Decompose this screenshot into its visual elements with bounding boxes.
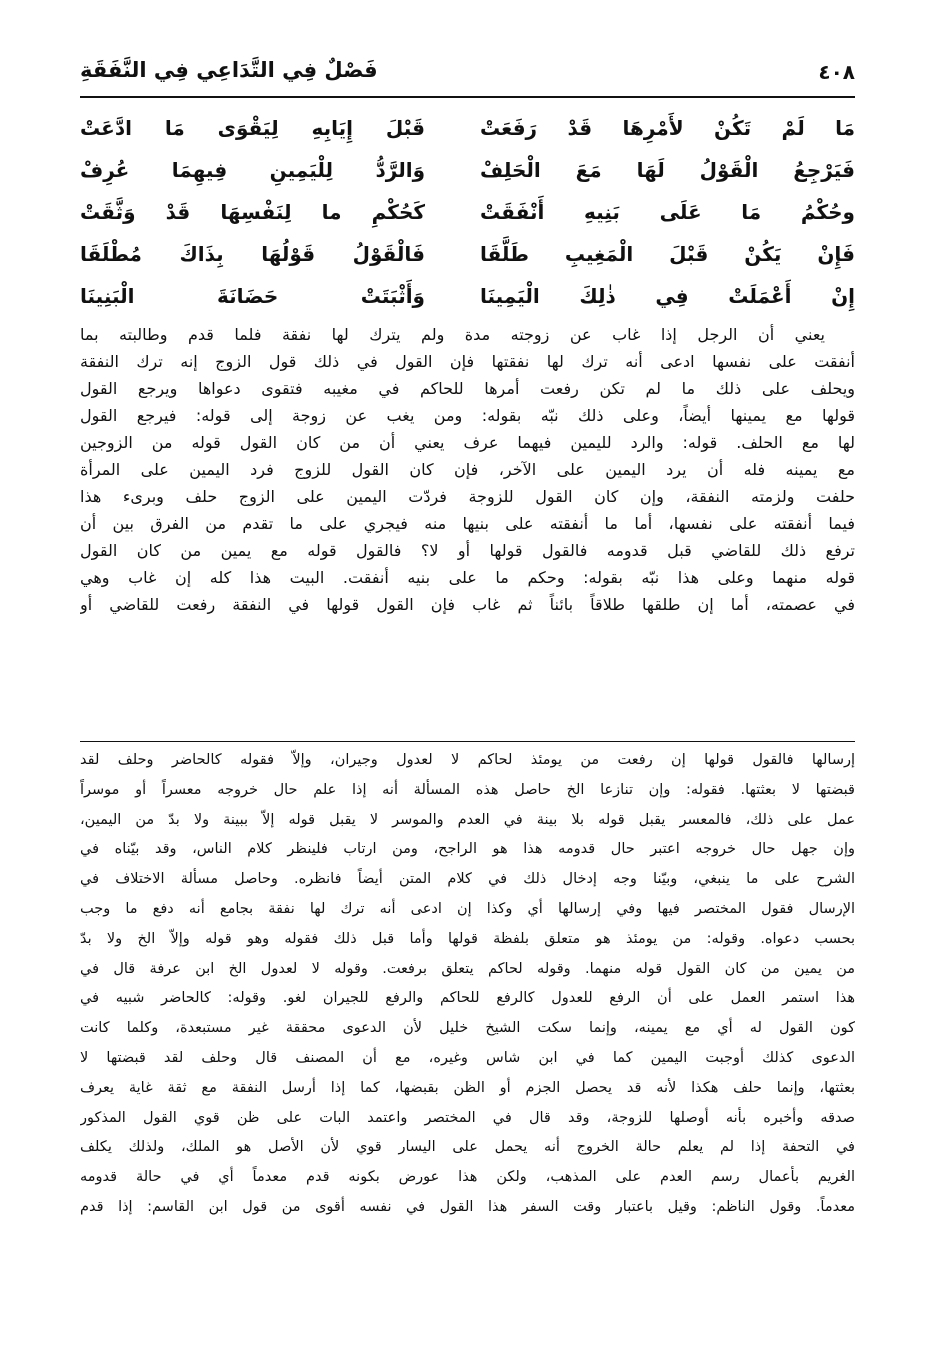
verse [80,234,855,276]
footnote-line: كون القول له أي مع يمينه، وإنما سكت الشيخ خليل لأن الدعوى محققة غير مستبعدة، وكلما كانت [80,1020,855,1037]
footnote-line: وإن جهل حال خروجه اعتبر حال قدومه هذا هو الراجح، ومن ارتاب فلينظر كلام الناس، وقد بيّناه في [80,841,855,858]
footnotes [80,746,855,1223]
text-line: ترفع ذلك للقاضي قبل قدومه فالقول قولها أو لا؟ فالقول قوله مع يمين من كان القول [80,541,855,560]
page-number: ٤٠٨ [818,60,855,84]
hemistich-right: مَا لَمْ تَكُنْ لأَمْرِهَا قَدْ رَفَعَتْ [480,116,855,140]
running-header [80,58,855,92]
text-line: فيما أنفقته على نفسها، أما ما أنفقته على بنيها منه فيجري على ما تقدم من الفرق بين أن [80,514,855,533]
hemistich-right: فَيَرْجِعُ الْقَوْلُ لَهَا مَعَ الْحَلِفْ [480,158,855,182]
footnote-line: إرسالها فالقول قولها إن رفعت من يومئذ لحاكم لا لعدول وجيران، وإلاّ فقوله كالحاضر وحلف لقد [80,752,855,768]
poem-verses [80,108,855,318]
footnote-line: بعثتها، وإنما حلف هكذا لأنه قد يحصل الجزم أو الظن بقبضها، كما إذا أرسل النفقة مع ثقة غاية يعرف [80,1079,855,1096]
footnote-separator [80,741,855,742]
text-line: مع يمينه فله أن يرد اليمين على الآخر، فإن كان القول للزوج فرد اليمين على المرأة [80,460,855,479]
verse [80,150,855,192]
text-line: حلفت ولزمته النفقة، وإن كان القول للزوجة فردّت اليمين على الزوج حلف وبرىء هذا [80,487,855,506]
verse [80,276,855,318]
footnote-line: الإرسال فقول المختصر فيها وفي إرسالها أي وكذا إن ادعى أنه ترك لها نفقة بجامع أنه دفع ما وجب [80,900,855,917]
text-line: لها مع الحلف. قوله: والرد لليمين فيهما عرف يعني أن من كان القول قوله من الزوجين [80,433,855,452]
text-line: أنفقت على نفسها ادعى أنه ترك لها نفقتها فإن القول في ذلك قول الزوج إنه ترك النفقة [80,352,855,371]
footnote-line: من يمين من كان القول قوله منهما. وقوله لحاكم يتعلق برفعت. وقوله لا لعدول الخ ابن عرفة قال في [80,960,855,977]
hemistich-left: وَأَثْبَتَتْ حَضَانَةَ الْبَنِينَا [80,284,425,308]
hemistich-right: وحُكْمُ مَا عَلَى بَنِيهِ أَنْفَقَتْ [480,200,855,224]
footnote-line: الغريم بأعمال رسم العدم على المذهب، ولكن هذا عورض بكونه قدم معدماً أي في حالة قدومه [80,1169,855,1186]
text-line: في عصمته، أما إن طلقها طلاقاً بائناً ثم غاب فإن القول قولها في النفقة رفعت للقاضي أو [80,595,855,614]
verse [80,108,855,150]
text-line: ويحلف على ذلك ما لم تكن رفعت أمرها للحاكم في مغيبه فتقوى دعواها ويرجع القول [80,379,855,398]
footnote-line: هذا استمر العمل على أن الرفع للعدول كالرفع للحاكم والرفع للجيران لغو. وقوله: كالحاضر شبيه في [80,990,855,1007]
section-title: فَصْلٌ فِي التَّدَاعِي فِي النَّفَقَةِ [80,58,378,82]
footnote-line: عمل على ذلك، فالمعسر يقبل قوله بلا بينة في العدم والموسر لا يقبل قوله إلاّ ببينة ولا بدّ من اليمين، [80,811,855,828]
hemistich-left: كَحُكْمِ ما لِنَفْسِهَا قَدْ وَثَّقَتْ [80,200,425,224]
verse [80,192,855,234]
footnote-line: صدقه وأخبره بأنه أوصلها للزوجة، وقد قال في المختصر واعتمد البات على ظن قوي القول المذكور [80,1109,855,1126]
footnote-line: معدماً. وقول الناظم: وقيل باعتبار وقت السفر هذا القول في نفسه أقوى من قول ابن القاسم: إذا قدم [80,1198,855,1215]
text-line: قوله منهما وعلى هذا نبّه بقوله: وحكم ما على بنيه أنفقت. البيت هذا كله إن غاب وهي [80,568,855,587]
hemistich-left: فَالْقَوْلُ قَوْلُهَا بِذَاكَ مُطْلَقَا [80,242,425,266]
footnote-line: في التحفة إذا لم يعلم حالة الخروج أنه يحمل على اليسار قوي لأن الأصل هو الملك، ولذلك يكلف [80,1139,855,1156]
text-line: قولها مع يمينها أيضاً، وعلى ذلك نبّه بقوله: ومن يغب عن زوجة إلى قوله: فيرجع القول [80,406,855,425]
footnote-line: الشرح على ما ينبغي، وبيّنا وجه إدخال ذلك في كلام المتن أيضاً فانظره. وحاصل مسألة الاختلاف في [80,871,855,888]
header-rule [80,96,855,98]
footnote-line: الدعوى كذلك أوجبت اليمين كما في ابن شاس وغيره، مع أن المصنف قال وحلف لقد قبضتها لا [80,1049,855,1066]
hemistich-left: وَالرَّدُّ لِلْيَمِينِ فِيهِمَا عُرِفْ [80,158,425,182]
hemistich-left: قَبْلَ إِيَابِهِ لِيَقْوَى مَا ادَّعَتْ [80,116,425,140]
commentary-text [80,321,855,618]
footnote-line: بحسب دعواه. وقوله: من يومئذ هو متعلق بلفظة قولها وأما قبل ذلك فقوله وهو قوله وإلاّ الخ ولا بدّ [80,930,855,947]
hemistich-right: فَإِنْ يَكُنْ قَبْلَ الْمَغِيبِ طَلَّقَا [480,242,855,266]
text-line: يعني أن الرجل إذا غاب عن زوجته مدة ولم يترك لها نفقة فلما قدم وطالبته بما [80,325,825,344]
hemistich-right: إِنْ أَعْمَلَتْ فِي ذٰلِكَ الْيَمِينَا [480,284,855,308]
footnote-line: قبضتها لا بعثتها. فقوله: وإن تنازعا الخ حاصل هذه المسألة أنه إذا علم حال خروجه معسراً أو موسراً [80,781,855,798]
